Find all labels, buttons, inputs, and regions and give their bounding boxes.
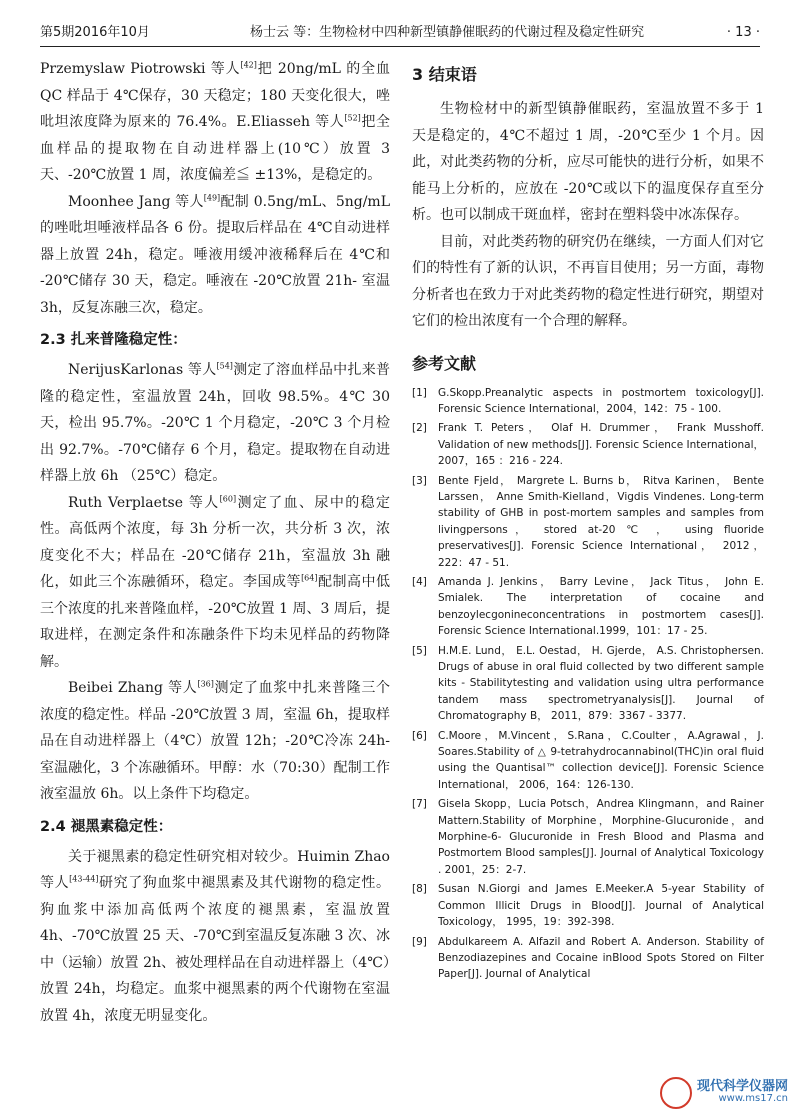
watermark-url: www.ms17.cn xyxy=(718,1093,788,1104)
reference-item xyxy=(412,643,764,725)
page-header xyxy=(40,20,760,47)
reference-text: H.M.E. Lund， E.L. Oestad， H. Gjerde， A.S. Christophersen. Drugs of abuse in oral fluid collected by two different sample kits - Stabilitytesting and validation using ultra performance tandem mass spectrometryanalysis[J]. Journal of Chromatography B， 2011，879：3367 - 3377. xyxy=(438,644,764,723)
reference-number: [3] xyxy=(412,474,427,487)
reference-number: [8] xyxy=(412,883,427,896)
reference-number: [4] xyxy=(412,575,427,588)
reference-text: Frank T. Peters， Olaf H. Drummer， Frank Musshoff. Validation of new methods[J]. Forensic Science International，2007，165 ：216 - 224. xyxy=(438,422,765,468)
section-heading: 3 结束语 xyxy=(412,65,477,84)
reference-item xyxy=(412,934,764,983)
paragraph: Przemyslaw Piotrowski 等人[42]把 20ng/mL 的全血 QC 样品于 4℃保存，30 天稳定；180 天变化很大，唑吡坦浓度降为原来的 76.4%。E.Eliasseh 等人[52]把全血样品的提取物在自动进样器上(10℃）放置 3 天、-20℃放置 1 周，浓度偏差≦ ±13%，是稳定的。 xyxy=(40,60,390,183)
reference-number: [6] xyxy=(412,729,427,742)
paragraph: Beibei Zhang 等人[36]测定了血浆中扎来普隆三个浓度的稳定性。样品 -20℃放置 3 周，室温 6h，提取样品在自动进样器上（4℃）放置 12h；-20℃冷冻 24h- 室温融化，3 个冻融循环。甲醇：水（70:30）配制工作液室温放 6h。以上条件下均稳定。 xyxy=(40,679,390,802)
reference-item xyxy=(412,473,764,571)
reference-text: Gisela Skopp，Lucia Potsch，Andrea Klingmann，and Rainer Mattern.Stability of Morphine，Morphine-Glucuronide，and Morphine-6- Glucuronide in Fresh Blood and Plasma and Postmortem Blood samples[J]. Journal of Analytical Toxicology . 2001，25：2-7. xyxy=(438,798,764,876)
watermark-title: 现代科学仪器网 xyxy=(696,1079,788,1094)
reference-text: Bente Fjeld， Margrete L. Burns b， Ritva Karinen， Bente Larssen， Anne Smith-Kielland，Vigdis Vindenes. Long-term stability of GHB in post-mortem samples and samples from livingpersons， stored at-20 ℃ ， using fluoride preservatives[J]. Forensic Science International， 2012，222：47 - 51. xyxy=(438,474,764,569)
paragraph: 目前，对此类药物的研究仍在继续，一方面人们对它们的特性有了新的认识，不再盲目使用；另一方面，毒物分析者也在致力于对此类药物的稳定性进行研究，期望对它们的检出浓度有一个合理的解释。 xyxy=(412,233,764,329)
reference-text: Abdulkareem A. Alfazil and Robert A. Anderson. Stability of Benzodiazepines and Cocaine inBlood Spots Stored on Filter Paper[J]. Journal of Analytical xyxy=(438,935,764,981)
reference-text: Amanda J. Jenkins， Barry Levine， Jack Titus， John E. Smialek. The interpretation of cocaine and benzoylecgonineconcentrations in postmortem cases[J]. Forensic Science International.1999，101：17 - 25. xyxy=(438,575,764,638)
paragraph: Moonhee Jang 等人[49]配制 0.5ng/mL、5ng/mL 的唑吡坦唾液样品各 6 份。提取后样品在 4℃自动进样器上放置 24h，稳定。唾液用缓冲液稀释后在 4℃和 -20℃储存 30 天，稳定。唾液在 -20℃放置 21h- 室温 3h，反复冻融三次，稳定。 xyxy=(40,192,390,316)
reference-item xyxy=(412,385,764,418)
reference-item xyxy=(412,574,764,640)
paragraph: 生物检材中的新型镇静催眠药，室温放置不多于 1 天是稳定的，4℃不超过 1 周，-20℃至少 1 个月。因此，对此类药物的分析，应尽可能快的进行分析，如果不能马上分析的，应放在 -20℃或以下的温度保存直至分析。也可以制成干斑血样，密封在塑料袋中冰冻保存。 xyxy=(412,101,764,223)
reference-text: C.Moore，M.Vincent，S.Rana，C.Coulter，A.Agrawal，J. Soares.Stability of △ 9-tetrahydrocannabinol(THC)in oral fluid using the Quantisal™ collection device[J]. Forensic Science International， 2006，164：126-130. xyxy=(438,729,764,791)
reference-number: [2] xyxy=(412,422,427,435)
reference-text: Susan N.Giorgi and James E.Meeker.A 5-year Stability of Common Illicit Drugs in Blood[J]. Journal of Analytical Toxicology， 1995，19：392-398. xyxy=(438,883,764,929)
section-heading: 2.3 扎来普隆稳定性： xyxy=(40,332,187,348)
issue-label: 第5期2016年10月 xyxy=(40,25,150,40)
reference-item xyxy=(412,881,764,930)
reference-number: [5] xyxy=(412,644,427,657)
running-title: 杨士云 等：生物检材中四种新型镇静催眠药的代谢过程及稳定性研究 xyxy=(250,25,645,40)
reference-item xyxy=(412,796,764,878)
reference-number: [1] xyxy=(412,386,427,399)
reference-text: G.Skopp.Preanalytic aspects in postmortem toxicology[J]. Forensic Science International，2004，142：75 - 100. xyxy=(438,386,764,415)
reference-item xyxy=(412,728,764,794)
references-heading: 参考文献 xyxy=(412,353,477,373)
right-column xyxy=(412,56,764,986)
section-heading: 2.4 褪黑素稳定性： xyxy=(40,818,173,835)
reference-list xyxy=(412,385,764,983)
site-watermark xyxy=(660,1075,790,1111)
left-column xyxy=(40,56,390,1029)
reference-item xyxy=(412,420,764,469)
paragraph: 关于褪黑素的稳定性研究相对较少。Huimin Zhao 等人[43-44]研究了狗血浆中褪黑素及其代谢物的稳定性。狗血浆中添加高低两个浓度的褪黑素，室温放置 4h、-70℃放置 25 天、-70℃到室温反复冻融 3 次、冰中（运输）放置 2h、被处理样品在自动进样器上（4℃）放置 24h，均稳定。血浆中褪黑素的两个代谢物在室温放置 4h，浓度无明显变化。 xyxy=(40,848,391,1024)
reference-number: [7] xyxy=(412,798,427,811)
watermark-logo-icon xyxy=(660,1077,692,1109)
paragraph: Ruth Verplaetse 等人[60]测定了血、尿中的稳定性。高低两个浓度，每 3h 分析一次，共分析 3 次，浓度变化不大；样品在 -20℃储存 21h，室温放 3h 融化，如此三个冻融循环，稳定。李国成等[64]配制高中低三个浓度的扎来普隆血样，-20℃放置 1 周、3 周后，提取进样，在测定条件和冻融条件下均未见样品的药物降解。 xyxy=(40,493,391,670)
page-number: · 13 · xyxy=(726,25,760,40)
reference-number: [9] xyxy=(412,935,427,948)
paragraph: NerijusKarlonas 等人[54]测定了溶血样品中扎来普隆的稳定性，室温放置 24h，回收 98.5%。4℃ 30 天，检出 95.7%。-20℃ 1 个月稳定，-20℃ 3 个月检出 92.7%。-70℃储存 6 个月，稳定。提取物在自动进样器上放 6h （25℃）稳定。 xyxy=(40,361,391,484)
